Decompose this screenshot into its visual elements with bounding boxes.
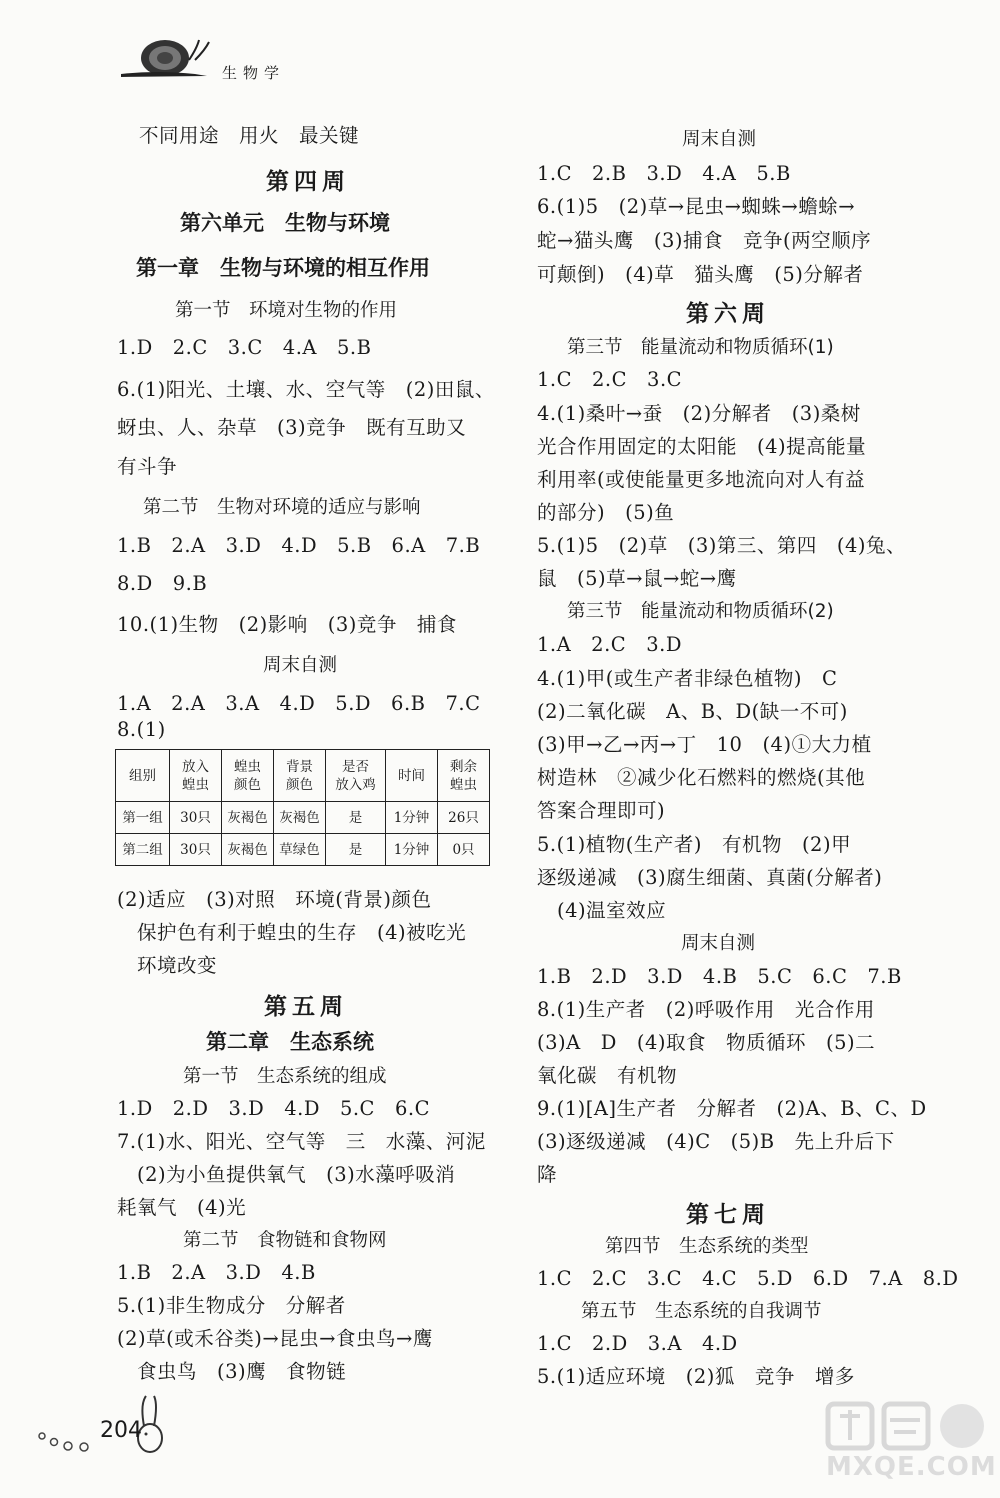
table-cell: 第一组 <box>116 802 170 834</box>
unit-heading: 第六单元 生物与环境 <box>180 211 390 235</box>
text-line: 1.B 2.A 3.D 4.D 5.B 6.A 7.B <box>117 534 481 557</box>
text-line: 不同用途 用火 最关键 <box>139 124 360 147</box>
text-line: 利用率(或使能量更多地流向对人有益 <box>537 468 866 491</box>
week-heading: 第六周 <box>686 301 770 327</box>
text-line: 5.(1)植物(生产者) 有机物 (2)甲 <box>537 833 852 856</box>
text-line: 1.C 2.C 3.C <box>537 368 683 391</box>
text-line: 食虫鸟 (3)鹰 食物链 <box>137 1360 347 1383</box>
header-part: 蝗虫 颜色 <box>234 758 261 793</box>
text-line: 答案合理即可) <box>537 799 666 822</box>
text-line: 1.C 2.D 3.A 4.D <box>537 1332 738 1355</box>
table-cell: 第二组 <box>116 834 170 866</box>
text-line: (3)逐级递减 (4)C (5)B 先上升后下 <box>537 1130 895 1153</box>
watermark-text: MXQE.COM <box>826 1452 997 1482</box>
subject-title: 生物学 <box>222 64 286 82</box>
section-heading: 第一节 环境对生物的作用 <box>175 300 398 321</box>
section-heading: 周末自测 <box>263 655 338 676</box>
text-line: (2)二氧化碳 A、B、D(缺一不可) <box>537 700 848 723</box>
text-line: 的部分) (5)鱼 <box>537 501 675 524</box>
text-line: 10.(1)生物 (2)影响 (3)竞争 捕食 <box>117 613 457 636</box>
chapter-heading: 第二章 生态系统 <box>206 1030 374 1054</box>
text-line: (3)A D (4)取食 物质循环 (5)二 <box>537 1031 876 1054</box>
text-line: 1.B 2.D 3.D 4.B 5.C 6.C 7.B <box>537 965 902 988</box>
week-heading: 第四周 <box>266 169 350 195</box>
text-line: 5.(1)5 (2)草 (3)第三、第四 (4)兔、 <box>537 534 906 557</box>
table-header-cell: 时间 <box>386 750 438 802</box>
text-line: 9.(1)[A]生产者 分解者 (2)A、B、C、D <box>537 1097 927 1120</box>
week-heading: 第五周 <box>264 994 348 1020</box>
table-cell: 灰褐色 <box>222 834 274 866</box>
table-row <box>116 834 490 866</box>
table-header-cell <box>274 750 326 802</box>
text-line: 5.(1)非生物成分 分解者 <box>117 1294 346 1317</box>
section-heading: 周末自测 <box>682 129 757 150</box>
text-line: 环境改变 <box>137 954 218 977</box>
snail-logo-icon <box>115 30 215 80</box>
table-header-cell <box>170 750 222 802</box>
text-line: 蛇→猫头鹰 (3)捕食 竞争(两空顺序 <box>537 229 872 252</box>
header-part: 放入 蝗虫 <box>182 758 209 793</box>
table-cell: 30只 <box>170 802 222 834</box>
text-line: 降 <box>537 1163 558 1186</box>
table-cell: 灰褐色 <box>222 802 274 834</box>
text-line: 树造林 ②减少化石燃料的燃烧(其他 <box>537 766 866 789</box>
table-cell: 30只 <box>170 834 222 866</box>
table-cell: 是 <box>326 802 386 834</box>
text-line: (2)为小鱼提供氧气 (3)水藻呼吸消 <box>137 1163 456 1186</box>
text-line: 1.A 2.A 3.A 4.D 5.D 6.B 7.C <box>117 692 481 715</box>
text-line: 8.D 9.B <box>117 572 208 595</box>
page-number: 204 <box>100 1418 142 1443</box>
text-line: (2)适应 (3)对照 环境(背景)颜色 <box>117 888 432 911</box>
text-line: 逐级递减 (3)腐生细菌、真菌(分解者) <box>537 866 883 889</box>
section-heading: 第三节 能量流动和物质循环(2) <box>567 601 834 622</box>
table-header-row <box>116 750 490 802</box>
table-cell: 草绿色 <box>274 834 326 866</box>
table-row <box>116 802 490 834</box>
table-cell: 26只 <box>438 802 490 834</box>
table-header-cell <box>438 750 490 802</box>
text-line: 4.(1)桑叶→蚕 (2)分解者 (3)桑树 <box>537 402 861 425</box>
table-header-cell <box>326 750 386 802</box>
text-line: 5.(1)适应环境 (2)狐 竞争 增多 <box>537 1365 855 1388</box>
section-heading: 第三节 能量流动和物质循环(1) <box>567 337 834 358</box>
table-cell: 0只 <box>438 834 490 866</box>
text-line: (3)甲→乙→丙→丁 10 (4)①大力植 <box>537 733 872 756</box>
text-line: 6.(1)5 (2)草→昆虫→蜘蛛→蟾蜍→ <box>537 195 856 218</box>
header-part: 背景 颜色 <box>286 758 313 793</box>
text-line: 6.(1)阳光、土壤、水、空气等 (2)田鼠、 <box>117 378 495 401</box>
text-line: 光合作用固定的太阳能 (4)提高能量 <box>537 435 867 458</box>
section-heading: 第二节 食物链和食物网 <box>183 1230 387 1251</box>
table-cell: 1分钟 <box>386 834 438 866</box>
section-heading: 第二节 生物对环境的适应与影响 <box>143 497 421 518</box>
text-line: (2)草(或禾谷类)→昆虫→食虫鸟→鹰 <box>117 1327 433 1350</box>
text-line: 耗氧气 (4)光 <box>117 1196 247 1219</box>
section-heading: 第四节 生态系统的类型 <box>605 1236 809 1257</box>
text-line: (4)温室效应 <box>557 899 667 922</box>
text-line: 1.D 2.C 3.C 4.A 5.B <box>117 336 372 359</box>
table-cell: 是 <box>326 834 386 866</box>
experiment-table <box>115 749 490 866</box>
text-line: 1.D 2.D 3.D 4.D 5.C 6.C <box>117 1097 431 1120</box>
section-heading: 第一节 生态系统的组成 <box>183 1066 387 1087</box>
text-line: 8.(1)生产者 (2)呼吸作用 光合作用 <box>537 998 875 1021</box>
text-line: 1.A 2.C 3.D <box>537 633 682 656</box>
week-heading: 第七周 <box>686 1202 770 1228</box>
text-line: 保护色有利于蝗虫的生存 (4)被吃光 <box>137 921 467 944</box>
text-line: 有斗争 <box>117 455 178 478</box>
text-line: 可颠倒) (4)草 猫头鹰 (5)分解者 <box>537 263 864 286</box>
table-header-cell <box>222 750 274 802</box>
header-part: 是否 放入鸡 <box>335 758 376 793</box>
text-line: 8.(1) <box>117 718 166 741</box>
text-line: 1.B 2.A 3.D 4.B <box>117 1261 316 1284</box>
text-line: 鼠 (5)草→鼠→蛇→鹰 <box>537 567 737 590</box>
table-cell: 1分钟 <box>386 802 438 834</box>
header-part: 剩余 蝗虫 <box>450 758 477 793</box>
text-line: 氧化碳 有机物 <box>537 1064 678 1087</box>
section-heading: 第五节 生态系统的自我调节 <box>581 1301 822 1322</box>
chapter-heading: 第一章 生物与环境的相互作用 <box>136 256 430 280</box>
section-heading: 周末自测 <box>681 933 756 954</box>
text-line: 1.C 2.B 3.D 4.A 5.B <box>537 162 791 185</box>
table-header-cell: 组别 <box>116 750 170 802</box>
text-line: 4.(1)甲(或生产者非绿色植物) C <box>537 667 838 690</box>
text-line: 1.C 2.C 3.C 4.C 5.D 6.D 7.A 8.D <box>537 1267 959 1290</box>
text-line: 7.(1)水、阳光、空气等 三 水藻、河泥 <box>117 1130 486 1153</box>
table-cell: 灰褐色 <box>274 802 326 834</box>
text-line: 蚜虫、人、杂草 (3)竞争 既有互助又 <box>117 416 467 439</box>
